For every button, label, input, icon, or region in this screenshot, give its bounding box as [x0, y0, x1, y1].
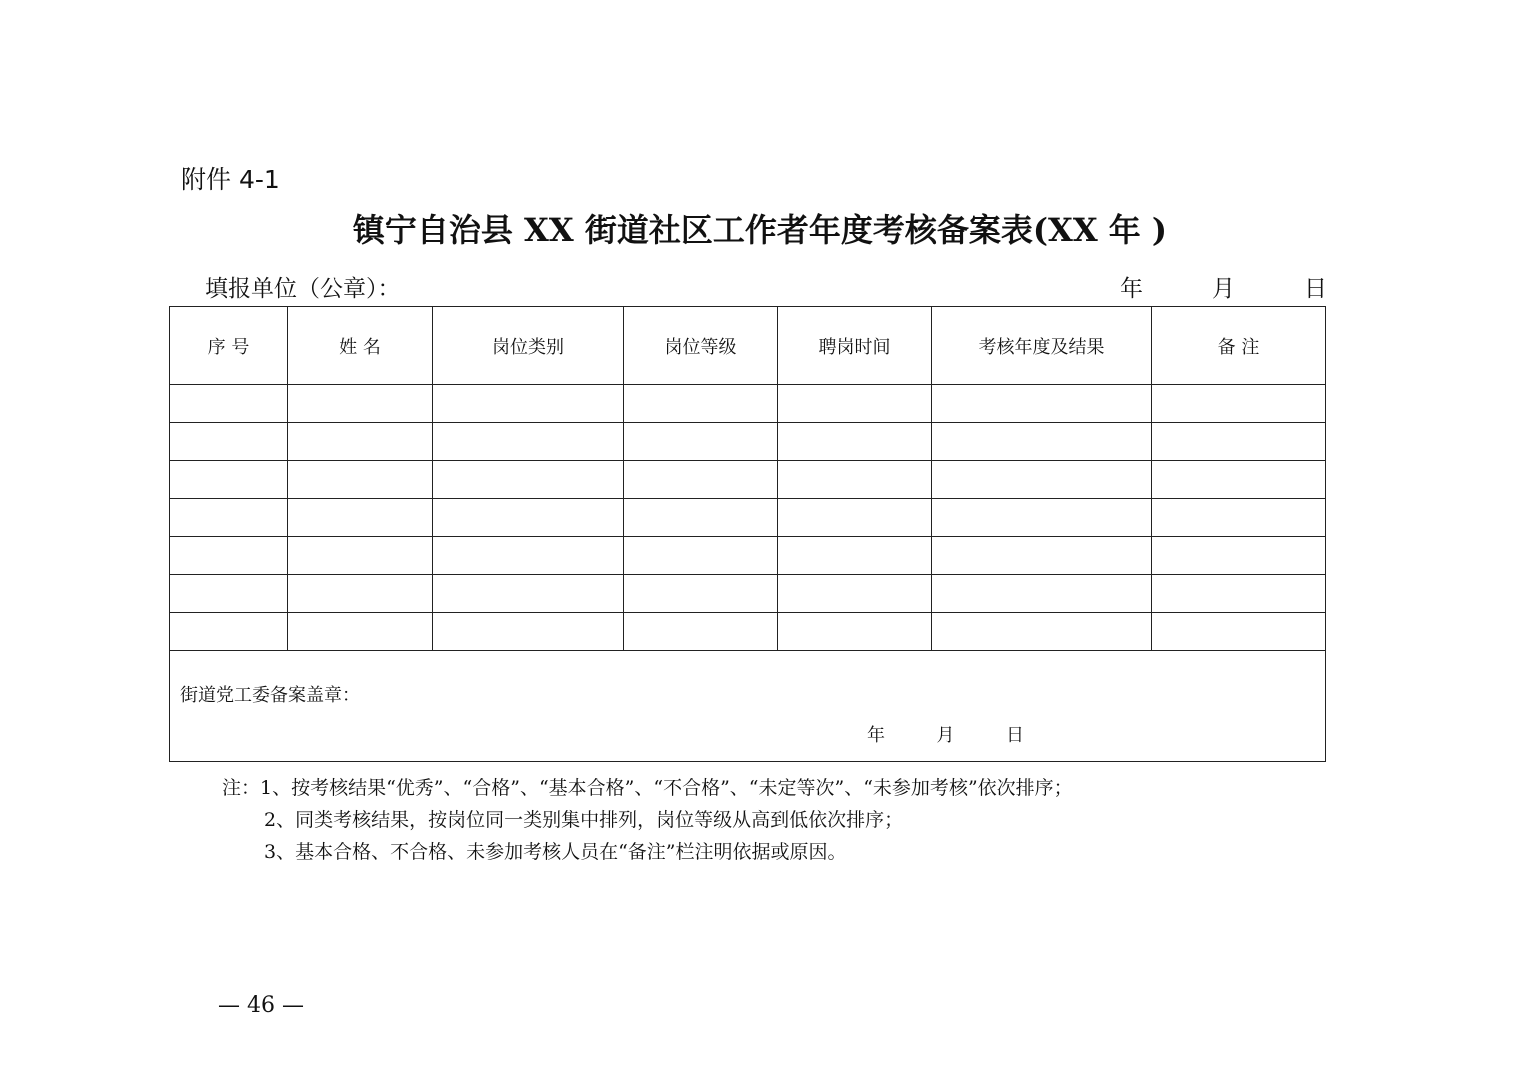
header-remarks: 备 注 [1152, 307, 1326, 385]
attachment-label: 附件 4-1 [181, 165, 280, 194]
table-row [170, 537, 1326, 575]
table-cell [624, 613, 778, 651]
table-cell [433, 385, 624, 423]
table-cell [433, 575, 624, 613]
table-cell [433, 461, 624, 499]
table-cell [170, 613, 288, 651]
table-cell [1152, 385, 1326, 423]
table-cell [932, 537, 1152, 575]
table-cell [288, 537, 433, 575]
table-cell [778, 461, 932, 499]
table-cell [433, 499, 624, 537]
table-cell [170, 385, 288, 423]
document-title: 镇宁自治县 XX 街道社区工作者年度考核备案表(XX 年 ) [352, 211, 1168, 249]
header-post-level: 岗位等级 [624, 307, 778, 385]
table-cell [778, 537, 932, 575]
table-cell [624, 575, 778, 613]
table-cell [288, 423, 433, 461]
table-cell [932, 461, 1152, 499]
table-row [170, 499, 1326, 537]
table-cell [778, 385, 932, 423]
table-cell [1152, 613, 1326, 651]
table-cell [624, 423, 778, 461]
table-cell [1152, 537, 1326, 575]
table-cell [778, 613, 932, 651]
stamp-date: 年 月 日 [867, 725, 1024, 746]
table-cell [433, 537, 624, 575]
table-row [170, 613, 1326, 651]
table-row [170, 575, 1326, 613]
table-cell [433, 613, 624, 651]
table-header-row [170, 307, 1326, 385]
table-cell [170, 575, 288, 613]
table-cell [624, 385, 778, 423]
table-cell [288, 461, 433, 499]
table-row [170, 461, 1326, 499]
notes [222, 772, 1073, 868]
table-cell [170, 499, 288, 537]
table-cell [433, 423, 624, 461]
table-cell [170, 537, 288, 575]
table-cell [624, 499, 778, 537]
table-cell [932, 575, 1152, 613]
header-assessment-result: 考核年度及结果 [932, 307, 1152, 385]
note-line: 2、同类考核结果，按岗位同一类别集中排列，岗位等级从高到低依次排序； [264, 809, 904, 831]
table-cell [778, 423, 932, 461]
table-cell [288, 613, 433, 651]
stamp-label: 街道党工委备案盖章： [180, 685, 360, 706]
header-appointment-time: 聘岗时间 [778, 307, 932, 385]
table-cell [170, 461, 288, 499]
table-cell [624, 537, 778, 575]
table-cell [288, 385, 433, 423]
table-cell [932, 385, 1152, 423]
note-line: 注：1、按考核结果“优秀”、“合格”、“基本合格”、“不合格”、“未定等次”、“未参加考核”依次排序； [222, 777, 1073, 799]
table-body [170, 385, 1326, 651]
table-cell [288, 499, 433, 537]
header-post-category: 岗位类别 [433, 307, 624, 385]
table-cell [778, 575, 932, 613]
table-cell [1152, 499, 1326, 537]
table-cell [778, 499, 932, 537]
page-number: — 46 — [218, 993, 304, 1018]
table-cell [932, 423, 1152, 461]
table-row [170, 423, 1326, 461]
table-cell [1152, 575, 1326, 613]
table-cell [1152, 423, 1326, 461]
table-cell [932, 499, 1152, 537]
table-cell [170, 423, 288, 461]
filing-table [169, 306, 1326, 762]
fill-date: 年 月 日 [1120, 276, 1327, 302]
table-cell [1152, 461, 1326, 499]
note-line: 3、基本合格、不合格、未参加考核人员在“备注”栏注明依据或原因。 [264, 841, 847, 863]
stamp-cell [170, 651, 1326, 762]
header-name: 姓 名 [288, 307, 433, 385]
table-row [170, 385, 1326, 423]
table-cell [932, 613, 1152, 651]
table-cell [624, 461, 778, 499]
table-cell [288, 575, 433, 613]
header-index: 序 号 [170, 307, 288, 385]
fill-unit-label: 填报单位（公章）： [205, 276, 401, 302]
stamp-row [170, 651, 1326, 762]
